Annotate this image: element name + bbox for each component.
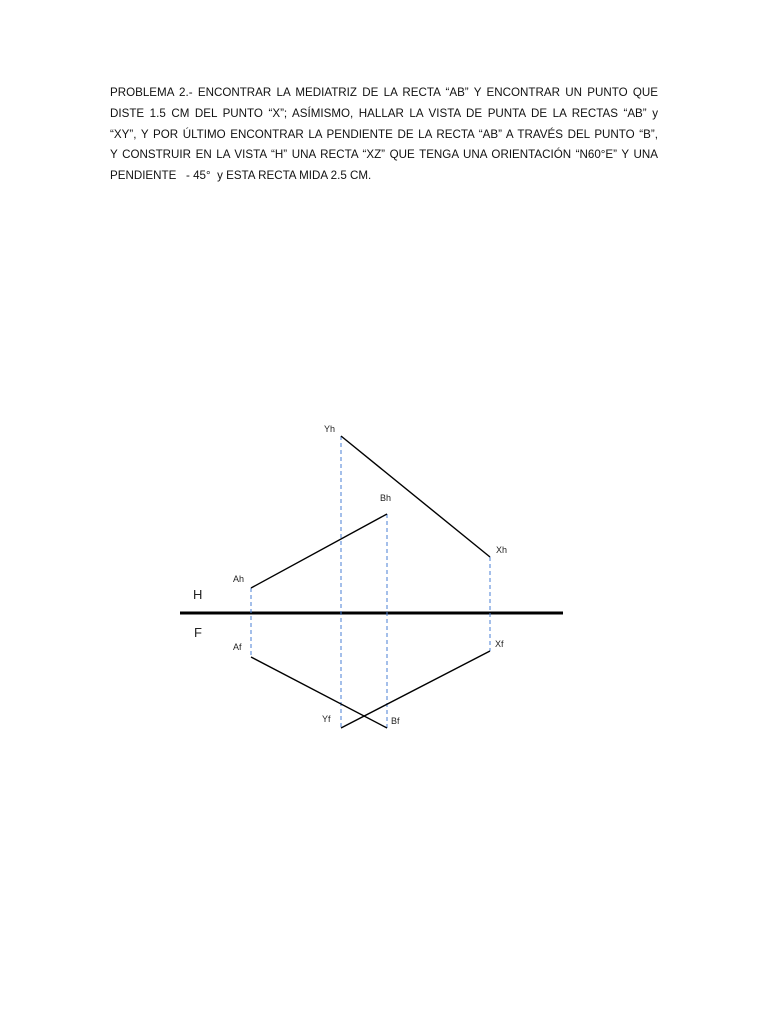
plane-label-h: H [193,587,203,602]
line-ab-frontal-view [251,657,387,728]
point-label-bf: Bf [391,716,400,726]
point-label-xh: Xh [496,545,508,555]
line-xy-frontal-view [341,651,490,728]
problem-line-4: Y CONSTRUIR EN LA VISTA “H” UNA RECTA “XZ” QUE TENGA UNA ORIENTACIÓN “N60°E” Y UNA [110,148,658,162]
point-label-af: Af [233,642,242,652]
point-label-xf: Xf [495,639,504,649]
point-label-bh: Bh [380,493,392,503]
problem-line-1: PROBLEMA 2.- ENCONTRAR LA MEDIATRIZ DE LA RECTA “AB” Y ENCONTRAR UN PUNTO QUE [110,86,658,99]
problem-line-3: “XY”, Y POR ÚLTIMO ENCONTRAR LA PENDIENTE DE LA RECTA “AB” A TRAVÉS DEL PUNTO “B”, [110,127,658,141]
point-label-yh: Yh [324,424,336,434]
line-xy-horizontal-view [341,436,490,557]
point-label-yf: Yf [322,714,331,724]
problem-line-2: DISTE 1.5 CM DEL PUNTO “X”; ASÍMISMO, HALLAR LA VISTA DE PUNTA DE LA RECTAS “AB” y [110,106,658,120]
line-ab-horizontal-view [251,514,387,588]
plane-label-f: F [194,625,202,640]
problem-line-5: PENDIENTE - 45° y ESTA RECTA MIDA 2.5 CM. [110,169,372,183]
point-label-ah: Ah [233,574,245,584]
